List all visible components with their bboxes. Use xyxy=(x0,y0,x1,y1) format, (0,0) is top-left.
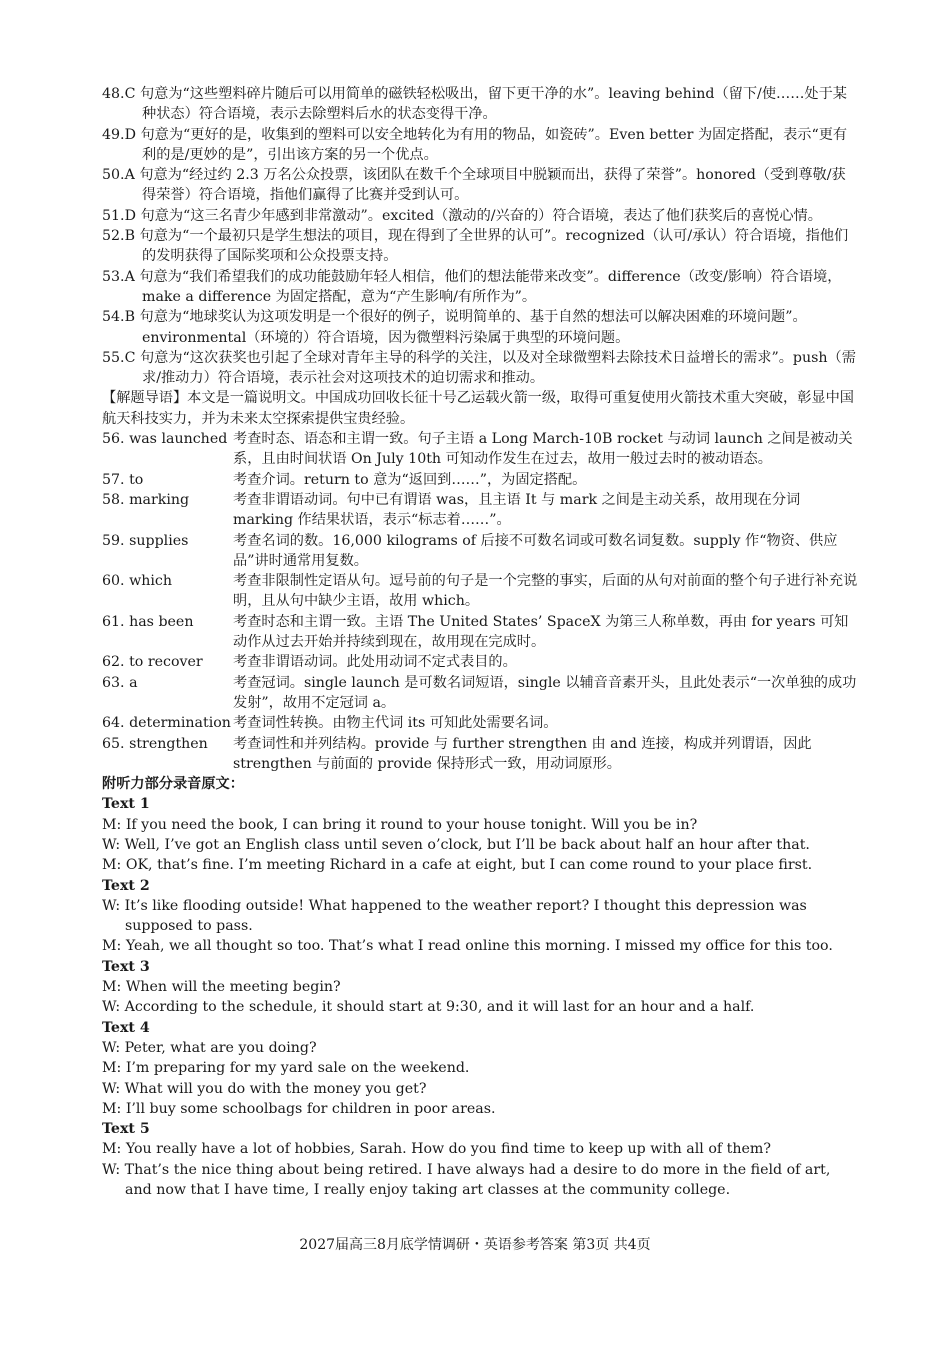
answer-item xyxy=(102,206,858,226)
answer-explanation: 考查非谓语动词。此处用动词不定式表目的。 xyxy=(233,654,517,671)
answer-key: 57. to xyxy=(102,471,144,488)
answer-explanation: 考查时态和主谓一致。主语 The United States’ SpaceX 为第三人称单数，再由 for years 可知动作从过去开始并持续到现在，故用现在完成时。 xyxy=(233,613,849,651)
answer-number: 55.C xyxy=(102,349,136,366)
answer-key: 64. determination xyxy=(102,715,231,732)
text-title: Text 1 xyxy=(102,796,150,813)
answer-explanation: 句意为“这三名青少年感到非常激动”。excited（激动的/兴奋的）符合语境，表达了他们获奖后的喜悦心情。 xyxy=(140,207,822,224)
answer-item xyxy=(102,307,858,348)
answer-key: 65. strengthen xyxy=(102,735,208,752)
answer-explanation: 句意为“更好的是，收集到的塑料可以安全地转化为有用的物品，如瓷砖”。Even better 为固定搭配，表示“更有利的是/更妙的是”，引出该方案的另一个优点。 xyxy=(140,126,848,163)
answer-explanation: 考查冠词。single launch 是可数名词短语，single 以辅音音素开头，且此处表示“一次单独的成功发射”，故用不定冠词 a。 xyxy=(233,674,857,711)
answer-explanation: 句意为“地球奖认为这项发明是一个很好的例子，说明简单的、基于自然的想法可以解决困难的环境问题”。environmental（环境的）符合语境，因为微塑料污染属于典型的环境问题。 xyxy=(139,309,807,346)
answer-explanation: 句意为“一个最初只是学生想法的项目，现在得到了全世界的认可”。recognized（认可/承认）符合语境，指他们的发明获得了国际奖项和公众投票支持。 xyxy=(139,228,849,265)
answer-number: 48.C xyxy=(102,86,136,102)
answer-explanation: 考查非限制性定语从句。逗号前的句子是一个完整的事实，后面的从句对前面的整个句子进行补充说明，且从句中缺少主语，故用 which。 xyxy=(233,573,858,610)
answer-explanation: 句意为“这些塑料碎片随后可以用简单的磁铁轻松吸出，留下更干净的水”。leaving behind（留下/使……处于某种状态）符合语境，表示去除塑料后水的状态变得干净。 xyxy=(139,86,847,123)
dialogue-line: W: Well, I’ve got an English class until seven o’clock, but I’ll be back about half an hour after that. xyxy=(102,836,810,853)
answer-explanation: 考查词性和并列结构。provide 与 further strengthen 由 and 连接，构成并列谓语，因此 strengthen 与前面的 provide 保持形式一致，用动词原形。 xyxy=(233,735,812,772)
answer-content xyxy=(102,84,858,1200)
dialogue-line: M: Yeah, we all thought so too. That’s what I read online this morning. I missed my office for this too. xyxy=(102,938,833,955)
answer-item xyxy=(102,348,858,389)
answer-item xyxy=(102,125,858,166)
answer-item xyxy=(102,226,858,267)
answer-key: 60. which xyxy=(102,573,172,590)
dialogue-line: M: I’ll buy some schoolbags for children in poor areas. xyxy=(102,1100,496,1117)
answer-item xyxy=(102,165,858,206)
answer-item xyxy=(102,84,858,125)
answer-key: 62. to recover xyxy=(102,654,203,671)
dialogue-line: W: It’s like flooding outside! What happened to the weather report? I thought this depression was supposed to pass. xyxy=(102,897,807,935)
answer-number: 54.B xyxy=(102,309,135,326)
dialogue-line: W: What will you do with the money you get? xyxy=(102,1080,427,1097)
answer-number: 52.B xyxy=(102,228,135,245)
answer-key: 58. marking xyxy=(102,491,190,508)
answer-explanation: 考查名词的数。16,000 kilograms of 后接不可数名词或可数名词复数。supply 作“物资、供应品”讲时通常用复数。 xyxy=(233,532,838,569)
answer-explanation: 句意为“这次获奖也引起了全球对青年主导的科学的关注，以及对全球微塑料去除技术日益增长的需求”。push（需求/推动力）符合语境，表示社会对这项技术的迫切需求和推动。 xyxy=(139,349,856,387)
answer-explanation: 考查非谓语动词。句中已有谓语 was，且主语 It 与 mark 之间是主动关系，故用现在分词 marking 作结果状语，表示“标志着……”。 xyxy=(233,491,801,529)
listening-heading: 附听力部分录音原文： xyxy=(102,776,244,793)
answer-number: 53.A xyxy=(102,268,135,285)
text-title: Text 4 xyxy=(102,1019,150,1036)
page-footer: 2027届高三8月底学情调研・英语参考答案 第3页 共4页 xyxy=(299,1237,651,1253)
answer-explanation: 考查词性转换。由物主代词 its 可知此处需要名词。 xyxy=(233,715,558,732)
dialogue-line: W: Peter, what are you doing? xyxy=(102,1039,317,1056)
answer-key: 59. supplies xyxy=(102,532,189,549)
guide-paragraph: 【解题导语】本文是一篇说明文。中国成功回收长征十号乙运载火箭一级，取得可重复使用火箭技术重大突破，彰显中国航天科技实力，并为未来太空探索提供宝贵经验。 xyxy=(102,390,854,427)
cloze-answers xyxy=(102,84,858,388)
answer-explanation: 句意为“经过约 2.3 万名公众投票，该团队在数千个全球项目中脱颖而出，获得了荣誉”。honored（受到尊敬/获得荣誉）符合语境，指他们赢得了比赛并受到认可。 xyxy=(139,167,846,204)
listening-transcripts xyxy=(102,794,858,1200)
grammar-fill-answers xyxy=(102,429,858,774)
answer-key: 63. a xyxy=(102,674,138,691)
dialogue-line: M: You really have a lot of hobbies, Sarah. How do you find time to keep up with all of them? xyxy=(102,1141,771,1158)
answer-explanation: 考查介词。return to 意为“返回到……”，为固定搭配。 xyxy=(233,471,587,488)
text-title: Text 2 xyxy=(102,877,150,894)
answer-number: 49.D xyxy=(102,126,136,143)
answer-key: 56. was launched xyxy=(102,431,228,448)
dialogue-line: W: According to the schedule, it should start at 9:30, and it will last for an hour and a half. xyxy=(102,999,755,1016)
text-title: Text 5 xyxy=(102,1121,150,1138)
dialogue-line: M: I’m preparing for my yard sale on the weekend. xyxy=(102,1060,470,1077)
answer-explanation: 句意为“我们希望我们的成功能鼓励年轻人相信，他们的想法能带来改变”。difference（改变/影响）符合语境，make a difference 为固定搭配，意为“产生影响/有所作为”。 xyxy=(139,268,842,305)
answer-number: 50.A xyxy=(102,167,135,184)
dialogue-line: M: If you need the book, I can bring it round to your house tonight. Will you be in? xyxy=(102,816,698,833)
text-title: Text 3 xyxy=(102,958,150,975)
answer-item xyxy=(102,267,858,308)
dialogue-line: M: When will the meeting begin? xyxy=(102,979,341,996)
dialogue-line: M: OK, that’s fine. I’m meeting Richard in a cafe at eight, but I can come round to your place first. xyxy=(102,857,813,874)
answer-explanation: 考查时态、语态和主谓一致。句子主语 a Long March-10B rocket 与动词 launch 之间是被动关系，且由时间状语 On July 10th 可知动作发生在过去，故用一般过去时的被动语态。 xyxy=(233,431,853,468)
dialogue-line: W: That’s the nice thing about being retired. I have always had a desire to do more in the field of art, and now that I have time, I really enjoy taking art classes at the community college. xyxy=(102,1161,831,1199)
answer-key: 61. has been xyxy=(102,613,194,630)
answer-number: 51.D xyxy=(102,207,136,224)
